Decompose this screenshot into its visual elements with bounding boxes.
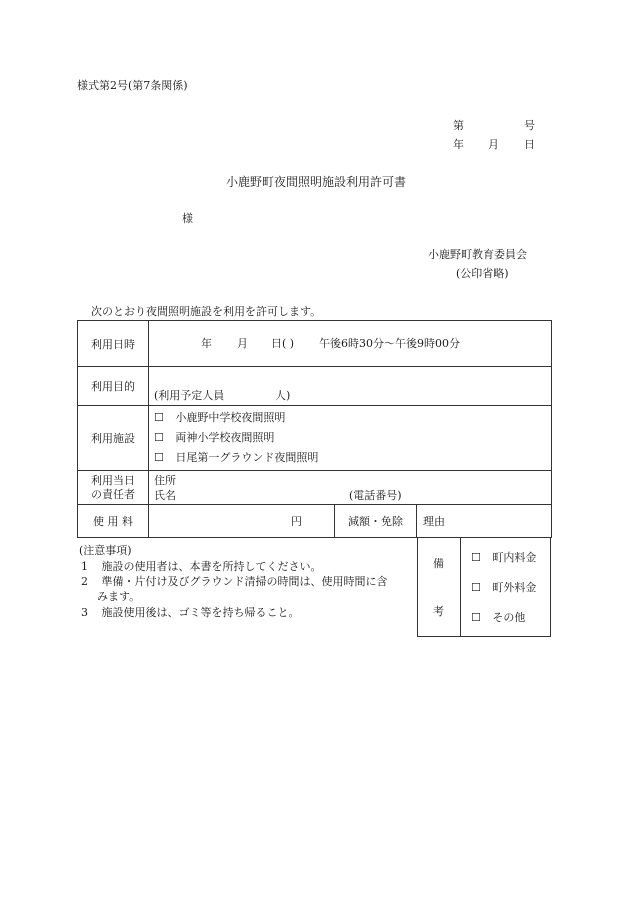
note-item-1 bbox=[81, 561, 322, 572]
row-usage-purpose bbox=[78, 367, 552, 406]
note-item-2 bbox=[81, 576, 388, 587]
reason-label: 理由 bbox=[423, 515, 445, 528]
note-number: 2 bbox=[81, 575, 88, 588]
usage-date-year: 年 bbox=[201, 337, 212, 350]
remarks-option-3[interactable] bbox=[471, 612, 525, 623]
remarks-option-label: 町外料金 bbox=[492, 581, 537, 594]
reduction-exemption-label: 減額・免除 bbox=[335, 505, 417, 538]
remarks-divider bbox=[460, 537, 461, 636]
responsible-person-label-line2: の責任者 bbox=[91, 487, 135, 501]
responsible-person-cell[interactable] bbox=[149, 471, 552, 505]
checkbox-icon[interactable]: ☐ bbox=[154, 451, 164, 464]
remarks-label-bottom: 考 bbox=[433, 605, 444, 618]
facility-option-label: 日尾第一グラウンド夜間照明 bbox=[175, 451, 319, 464]
name-label: 氏名 bbox=[154, 489, 176, 502]
usage-date-label: 利用日時 bbox=[78, 321, 149, 367]
row-fee bbox=[78, 505, 552, 538]
fee-label: 使 用 料 bbox=[78, 505, 149, 538]
responsible-person-label bbox=[78, 471, 149, 505]
usage-purpose-label: 利用目的 bbox=[78, 367, 149, 406]
checkbox-icon[interactable]: ☐ bbox=[471, 611, 481, 624]
usage-time-range: 午後6時30分～午後9時00分 bbox=[319, 337, 460, 350]
note-item-3 bbox=[81, 607, 300, 618]
reason-cell[interactable] bbox=[417, 505, 552, 538]
remarks-option-label: 町内料金 bbox=[492, 551, 537, 564]
remarks-option-label: その他 bbox=[492, 611, 526, 624]
note-number: 3 bbox=[81, 606, 88, 619]
notes-heading: (注意事項) bbox=[79, 544, 132, 557]
facility-option-label: 両神小学校夜間照明 bbox=[175, 431, 275, 444]
doc-number-prefix: 第 bbox=[453, 119, 464, 132]
intro-text: 次のとおり夜間照明施設を利用を許可します。 bbox=[91, 305, 322, 318]
facility-option-2[interactable] bbox=[154, 432, 274, 443]
permit-table bbox=[77, 320, 552, 538]
issue-date-year: 年 bbox=[453, 138, 464, 151]
phone-label: (電話番号) bbox=[349, 489, 402, 502]
seal-note: (公印省略) bbox=[456, 267, 509, 280]
issue-date-day: 日 bbox=[524, 138, 535, 151]
fee-unit: 円 bbox=[291, 515, 302, 528]
document-title: 小鹿野町夜間照明施設利用許可書 bbox=[226, 175, 407, 189]
address-label: 住所 bbox=[154, 474, 176, 487]
facility-option-1[interactable] bbox=[154, 412, 285, 423]
planned-attendees-suffix: 人) bbox=[275, 389, 291, 402]
facility-option-label: 小鹿野中学校夜間照明 bbox=[175, 411, 286, 424]
note-text: 施設の使用者は、本書を所持してください。 bbox=[101, 560, 322, 573]
usage-purpose-cell[interactable] bbox=[149, 367, 552, 406]
checkbox-icon[interactable]: ☐ bbox=[154, 431, 164, 444]
facility-option-3[interactable] bbox=[154, 452, 318, 463]
planned-attendees-prefix: (利用予定人員 bbox=[154, 389, 225, 402]
checkbox-icon[interactable]: ☐ bbox=[154, 411, 164, 424]
note-number: 1 bbox=[81, 560, 88, 573]
note-text: 準備・片付け及びグラウンド清掃の時間は、使用時間に含 bbox=[101, 575, 388, 588]
note-text: 施設使用後は、ゴミ等を持ち帰ること。 bbox=[101, 606, 300, 619]
notes-section bbox=[77, 537, 417, 637]
remarks-option-1[interactable] bbox=[471, 552, 536, 563]
facility-label: 利用施設 bbox=[78, 406, 149, 471]
remarks-option-2[interactable] bbox=[471, 582, 536, 593]
issue-date-month: 月 bbox=[488, 138, 499, 151]
issuer-name: 小鹿野町教育委員会 bbox=[428, 248, 527, 261]
doc-number-suffix: 号 bbox=[524, 119, 535, 132]
usage-date-month: 月 bbox=[237, 337, 248, 350]
note-item-2-continued: みます。 bbox=[97, 590, 141, 603]
responsible-person-label-line1: 利用当日 bbox=[91, 473, 135, 487]
facility-options bbox=[149, 406, 552, 471]
usage-date-cell[interactable] bbox=[149, 321, 552, 367]
remarks-box bbox=[417, 537, 551, 637]
checkbox-icon[interactable]: ☐ bbox=[471, 581, 481, 594]
form-number: 様式第2号(第7条関係) bbox=[77, 79, 188, 92]
fee-amount-cell[interactable] bbox=[149, 505, 335, 538]
row-responsible-person bbox=[78, 471, 552, 505]
usage-date-day: 日( ) bbox=[271, 337, 295, 350]
remarks-label-top: 備 bbox=[433, 557, 444, 570]
checkbox-icon[interactable]: ☐ bbox=[471, 551, 481, 564]
row-facility bbox=[78, 406, 552, 471]
addressee-honorific: 様 bbox=[182, 212, 193, 225]
row-usage-date bbox=[78, 321, 552, 367]
